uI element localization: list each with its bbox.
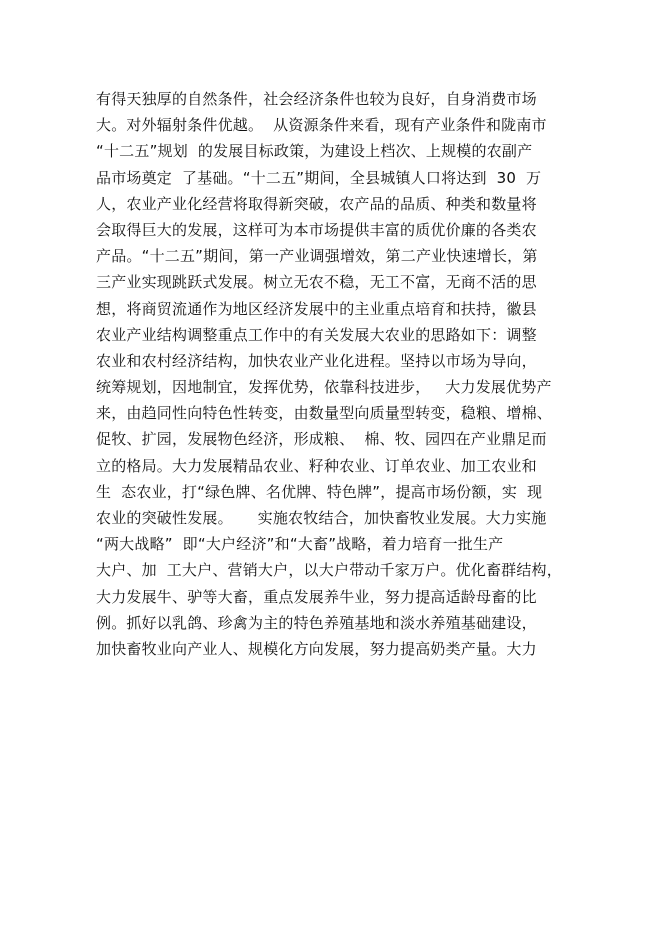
text-line: 农业和农村经济结构，加快农业产业化进程。坚持以市场为导向， <box>96 351 537 370</box>
text-line: 会取得巨大的发展，这样可为本市场提供丰富的质优价廉的各类农 <box>96 220 537 239</box>
text-line: 大户、加 工大户、营销大户，以大户带动千家万户。优化畜群结构， <box>96 561 562 580</box>
text-line: 加快畜牧业向产业人、规模化方向发展，努力提高奶类产量。大力 <box>96 639 537 658</box>
body-text <box>96 86 576 662</box>
text-line: 农业产业结构调整重点工作中的有关发展大农业的思路如下：调整 <box>96 325 537 344</box>
text-line: 统筹规划，因地制宜，发挥优势，依靠科技进步， 大力发展优势产 <box>96 378 552 397</box>
text-line: “十二五”规划 的发展目标政策，为建设上档次、上规模的农副产 <box>96 142 533 161</box>
text-line: 农业的突破性发展。 实施农牧结合，加快畜牧业发展。大力实施 <box>96 509 547 527</box>
text-line: 生 态农业，打“绿色牌、名优牌、特色牌”，提高市场份额，实 现 <box>96 482 543 501</box>
text-line: 三产业实现跳跃式发展。树立无农不稳，无工不富，无商不活的思 <box>96 273 537 292</box>
text-line: 想，将商贸流通作为地区经济发展中的主业重点培育和扶持，徽县 <box>96 299 537 318</box>
text-line: 促牧、扩园，发展物色经济，形成粮、 棉、牧、园四在产业鼎足而 <box>96 430 547 449</box>
text-line: 立的格局。大力发展精品农业、籽种农业、订单农业、加工农业和 <box>96 456 537 475</box>
text-line: 品市场奠定 了基础。“十二五”期间，全县城镇人口将达到 30 万 <box>96 168 542 187</box>
text-line: 人，农业产业化经营将取得新突破，农产品的品质、种类和数量将 <box>96 194 537 213</box>
text-line: 大力发展牛、驴等大畜，重点发展养牛业，努力提高适龄母畜的比 <box>96 587 537 606</box>
text-line: 大。对外辐射条件优越。 从资源条件来看，现有产业条件和陇南市 <box>96 116 547 135</box>
text-line: 产品。“十二五”期间，第一产业调强增效，第二产业快速增长，第 <box>96 247 538 266</box>
text-line: 有得天独厚的自然条件，社会经济条件也较为良好，自身消费市场 <box>96 90 537 108</box>
text-line: 来，由趋同性向特色性转变，由数量型向质量型转变，稳粮、增棉、 <box>96 404 553 423</box>
text-line: “两大战略” 即“大户经济”和“大畜”战略，着力培育一批生产 <box>96 535 504 554</box>
text-line: 例。抓好以乳鸽、珍禽为主的特色养殖基地和淡水养殖基础建设， <box>96 613 537 632</box>
